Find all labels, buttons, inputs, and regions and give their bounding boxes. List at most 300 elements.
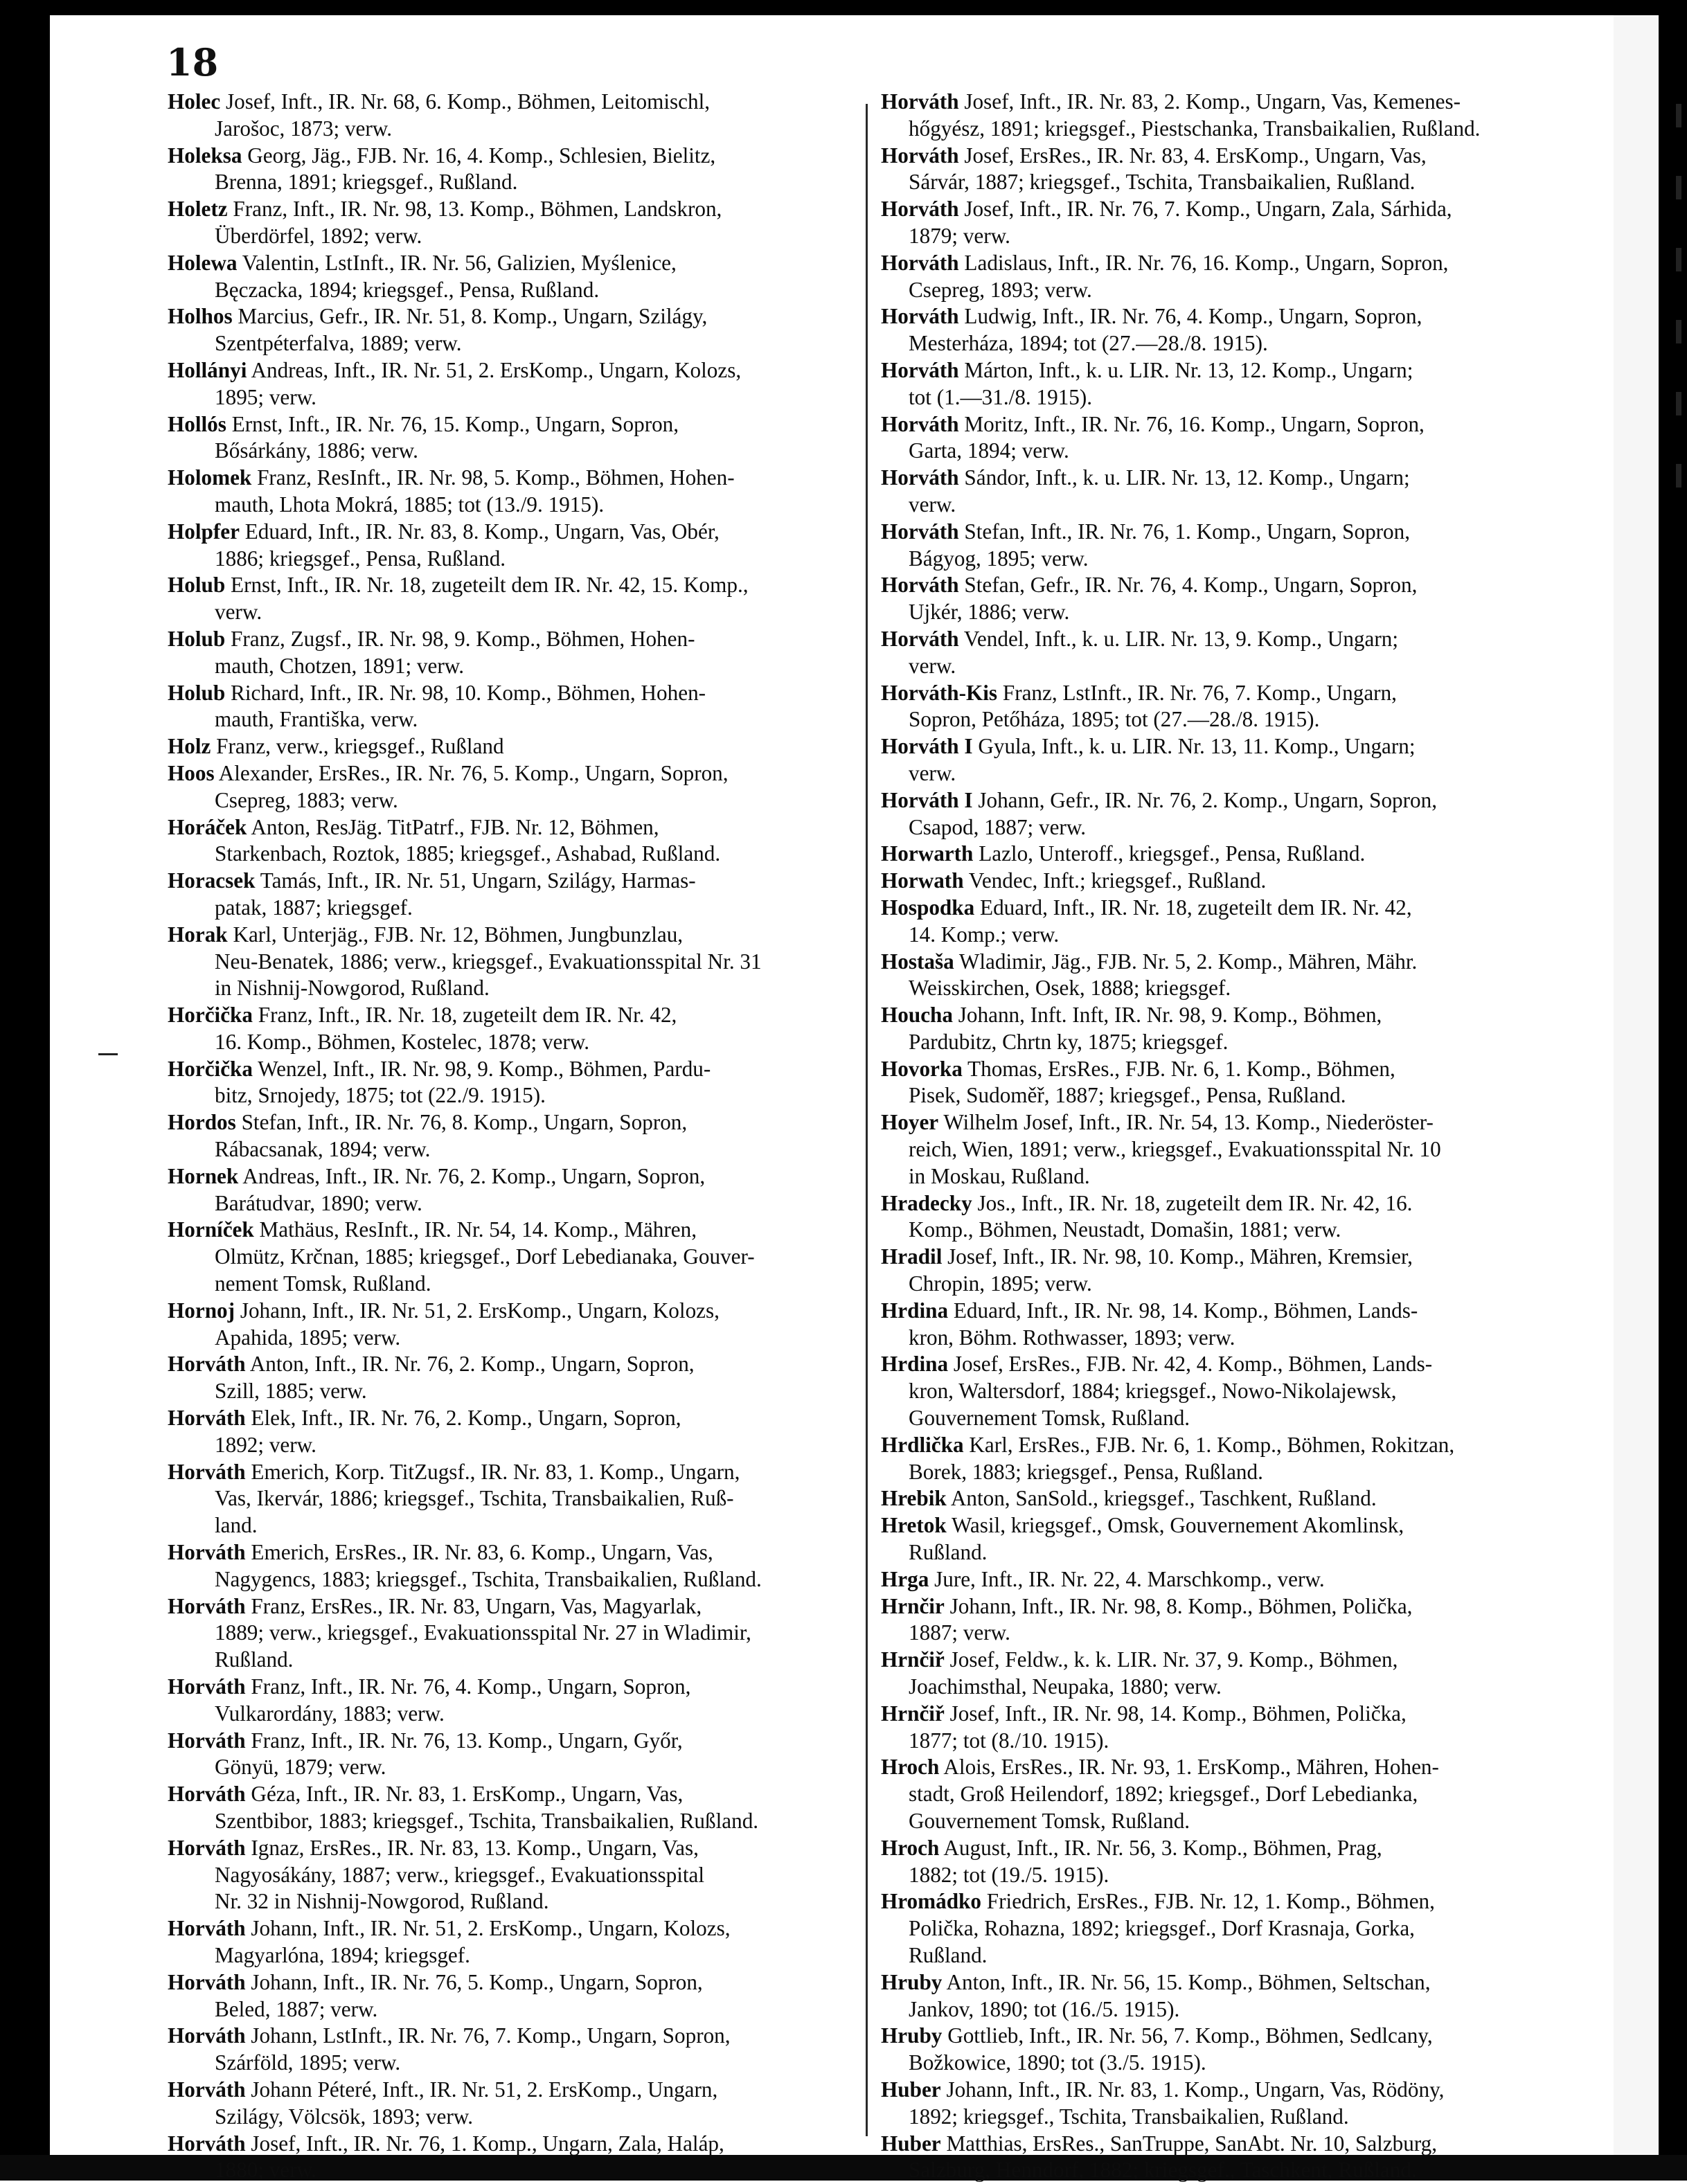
entry-text: Neu-Benatek, 1886; verw., kriegsgef., Evakuationsspital Nr. 31 — [215, 949, 762, 974]
register-entry — [881, 949, 1577, 1003]
register-entry — [168, 1351, 810, 1405]
entry-surname: Horváth — [168, 1593, 246, 1618]
entry-text: Johann, Inft. Inft, IR. Nr. 98, 9. Komp., Böhmen, — [952, 1003, 1382, 1028]
entry-surname: Horak — [168, 922, 228, 947]
entry-line — [881, 1996, 1577, 2023]
entry-text: Alois, ErsRes., IR. Nr. 93, 1. ErsKomp., Mähren, Hohen- — [939, 1755, 1439, 1780]
entry-line — [881, 2050, 1577, 2077]
entry-line — [881, 1808, 1577, 1835]
entry-text: Csepreg, 1883; verw. — [215, 787, 398, 812]
entry-text: Valentin, LstInft., IR. Nr. 56, Galizien, Myślenice, — [237, 250, 677, 275]
entry-surname: Hradecky — [881, 1190, 972, 1215]
entry-text: Gönyü, 1879; verw. — [215, 1755, 386, 1780]
entry-text: Bęczacka, 1894; kriegsgef., Pensa, Rußland. — [215, 277, 600, 302]
entry-text: Emerich, Korp. TitZugsf., IR. Nr. 83, 1. Komp., Ungarn, — [245, 1459, 740, 1484]
entry-line — [168, 116, 810, 143]
entry-text: verw. — [215, 600, 262, 625]
entry-text: Szill, 1885; verw. — [215, 1379, 367, 1404]
entry-line — [168, 1835, 810, 1862]
entry-line — [881, 1835, 1577, 1862]
entry-text: bitz, Srnojedy, 1875; tot (22./9. 1915). — [215, 1083, 546, 1108]
entry-text: Georg, Jäg., FJB. Nr. 16, 4. Komp., Schlesien, Bielitz, — [242, 143, 716, 168]
entry-text: Franz, verw., kriegsgef., Rußland — [211, 734, 504, 759]
entry-line — [168, 1674, 810, 1701]
entry-line — [881, 868, 1577, 895]
entry-line — [168, 680, 810, 707]
entry-surname: Hornoj — [168, 1298, 235, 1323]
entry-text: Stefan, Gefr., IR. Nr. 76, 4. Komp., Ungarn, Sopron, — [958, 573, 1418, 598]
register-entry — [168, 2023, 810, 2077]
register-entry — [168, 1163, 810, 1217]
entry-surname: Hrdina — [881, 1298, 949, 1323]
entry-surname: Horváth — [168, 1674, 246, 1699]
register-entry — [168, 1405, 810, 1459]
entry-text: 1879; verw. — [909, 223, 1010, 248]
entry-line — [881, 706, 1577, 733]
register-entry — [881, 868, 1577, 895]
entry-surname: Hornek — [168, 1163, 239, 1188]
entry-surname: Horváth — [168, 1459, 246, 1484]
entry-surname: Hostaša — [881, 949, 954, 974]
entry-line — [168, 1701, 810, 1728]
register-entry — [168, 1674, 810, 1728]
entry-surname: Horváth — [881, 411, 959, 436]
entry-text: mauth, Františka, verw. — [215, 707, 418, 732]
entry-text: Salzburg, Henndorf, 1882; kriegsgef., Taschkent, Rußland. — [909, 2158, 1417, 2183]
entry-surname: Horwarth — [881, 841, 974, 866]
entry-line — [881, 303, 1577, 330]
entry-text: Josef, Inft., IR. Nr. 68, 6. Komp., Böhmen, Leitomischl, — [220, 89, 711, 114]
entry-line — [881, 680, 1577, 707]
entry-text: in Moskau, Rußland. — [909, 1163, 1090, 1188]
register-entry — [168, 1056, 810, 1110]
entry-text: Komp., Böhmen, Neustadt, Domašin, 1881; verw. — [909, 1217, 1341, 1242]
entry-line — [881, 2131, 1577, 2158]
entry-text: Márton, Inft., k. u. LIR. Nr. 13, 12. Komp., Ungarn; — [958, 357, 1413, 382]
scan-frame-top — [0, 0, 1687, 15]
entry-surname: Holub — [168, 626, 226, 651]
entry-text: Friedrich, ErsRes., FJB. Nr. 12, 1. Komp., Böhmen, — [981, 1889, 1435, 1914]
entry-line — [881, 1271, 1577, 1298]
entry-surname: Hruby — [881, 1969, 943, 1994]
entry-surname: Horčička — [168, 1056, 253, 1081]
entry-text: Sopron, Petőháza, 1895; tot (27.—28./8. 1915). — [909, 707, 1320, 732]
register-entry — [168, 1002, 810, 1056]
entry-text: Johann, Inft., IR. Nr. 98, 8. Komp., Böhmen, Polička, — [944, 1593, 1413, 1618]
entry-text: Johann, Inft., IR. Nr. 83, 1. Komp., Ungarn, Vas, Rödöny, — [940, 2077, 1445, 2102]
entry-line — [881, 277, 1577, 304]
entry-text: Franz, Inft., IR. Nr. 18, zugeteilt dem IR. Nr. 42, — [252, 1003, 677, 1028]
entry-text: kron, Böhm. Rothwasser, 1893; verw. — [909, 1325, 1235, 1350]
entry-line — [168, 1244, 810, 1271]
register-entry — [168, 303, 810, 357]
entry-line — [881, 1942, 1577, 1969]
entry-text: kron, Waltersdorf, 1884; kriegsgef., Nowo-Nikolajewsk, — [909, 1379, 1397, 1404]
entry-text: Barátudvar, 1890; verw. — [215, 1190, 422, 1215]
entry-line — [168, 1808, 810, 1835]
entry-line — [168, 519, 810, 546]
entry-line — [168, 706, 810, 733]
entry-surname: Holetz — [168, 197, 228, 222]
entry-surname: Hroch — [881, 1835, 940, 1860]
entry-surname: Holewa — [168, 250, 238, 275]
entry-text: Joachimsthal, Neupaka, 1880; verw. — [909, 1674, 1222, 1699]
entry-line — [168, 1432, 810, 1459]
entry-line — [881, 1512, 1577, 1539]
register-entry — [881, 733, 1577, 787]
entry-text: Andreas, Inft., IR. Nr. 51, 2. ErsKomp., Ungarn, Kolozs, — [247, 357, 742, 382]
entry-text: Johann, Gefr., IR. Nr. 76, 2. Komp., Ungarn, Sopron, — [972, 787, 1438, 812]
entry-surname: Hrdlička — [881, 1432, 964, 1457]
entry-line — [881, 330, 1577, 357]
register-entry — [168, 626, 810, 680]
entry-surname: Hrnčir — [881, 1593, 945, 1618]
entry-line — [168, 330, 810, 357]
entry-line — [168, 733, 810, 760]
entry-line — [168, 277, 810, 304]
register-entry — [168, 1459, 810, 1539]
entry-surname: Horníček — [168, 1217, 254, 1242]
entry-line — [168, 1862, 810, 1889]
entry-surname: Hrnčiř — [881, 1647, 945, 1672]
register-entry — [168, 922, 810, 1002]
entry-text: Jankov, 1890; tot (16./5. 1915). — [909, 1996, 1180, 2021]
margin-mark — [98, 1053, 118, 1055]
entry-text: in Nishnij-Nowgorod, Rußland. — [215, 976, 490, 1001]
entry-text: Beled, 1887; verw. — [215, 1996, 378, 2021]
entry-text: Rábacsanak, 1894; verw. — [215, 1137, 431, 1162]
entry-line — [881, 143, 1577, 170]
register-entry — [881, 303, 1577, 357]
entry-line — [168, 1298, 810, 1325]
register-entry — [881, 1244, 1577, 1298]
register-entry — [881, 841, 1577, 868]
entry-line — [168, 2131, 810, 2158]
register-entry — [881, 572, 1577, 626]
entry-text: mauth, Lhota Mokrá, 1885; tot (13./9. 1915). — [215, 492, 605, 517]
register-entry — [881, 1056, 1577, 1110]
entry-line — [881, 1539, 1577, 1566]
entry-line — [881, 1432, 1577, 1459]
entry-line — [881, 1915, 1577, 1942]
register-entry — [168, 1539, 810, 1593]
register-entry — [881, 1888, 1577, 1969]
entry-text: 1877; tot (8./10. 1915). — [909, 1728, 1109, 1753]
register-entry — [881, 2077, 1577, 2131]
entry-line — [168, 1351, 810, 1378]
entry-surname: Horváth — [881, 304, 959, 329]
entry-surname: Horváth — [168, 1969, 246, 1994]
entry-line — [168, 250, 810, 277]
entry-text: Eduard, Inft., IR. Nr. 98, 14. Komp., Böhmen, Lands- — [948, 1298, 1418, 1323]
entry-text: Josef, Inft., IR. Nr. 83, 2. Komp., Ungarn, Vas, Kemenes- — [958, 89, 1461, 114]
register-entry — [881, 1593, 1577, 1647]
entry-line — [881, 357, 1577, 384]
entry-surname: Holub — [168, 573, 226, 598]
register-entry — [168, 680, 810, 734]
entry-line — [168, 975, 810, 1002]
entry-text: land. — [215, 1513, 258, 1538]
opposite-page-letters — [1676, 104, 1686, 536]
entry-surname: Horváth — [168, 1352, 246, 1377]
entry-text: 1886; kriegsgef., Pensa, Rußland. — [215, 546, 506, 571]
entry-text: Garta, 1894; verw. — [909, 438, 1069, 463]
entry-text: Rußland. — [909, 1540, 988, 1565]
entry-surname: Horváth — [881, 465, 959, 490]
entry-line — [168, 1190, 810, 1217]
entry-text: Gyula, Inft., k. u. LIR. Nr. 13, 11. Komp., Ungarn; — [972, 734, 1416, 759]
entry-line — [168, 2157, 810, 2184]
register-entry — [881, 357, 1577, 411]
entry-line — [881, 169, 1577, 196]
entry-text: 1882; tot (19./5. 1915). — [909, 1862, 1109, 1887]
entry-line — [168, 546, 810, 573]
entry-text: Elek, Inft., IR. Nr. 76, 2. Komp., Ungarn, Sopron, — [245, 1406, 681, 1431]
entry-text: Andreas, Inft., IR. Nr. 76, 2. Komp., Ungarn, Sopron, — [238, 1163, 706, 1188]
register-entry — [168, 868, 810, 922]
entry-line — [881, 116, 1577, 143]
entry-surname: Hospodka — [881, 895, 975, 920]
entry-line — [168, 1593, 810, 1620]
register-entry — [881, 1002, 1577, 1056]
entry-text: Moritz, Inft., IR. Nr. 76, 16. Komp., Ungarn, Sopron, — [958, 411, 1425, 436]
register-entry — [881, 1109, 1577, 1190]
entry-line — [168, 1056, 810, 1083]
register-entry — [881, 250, 1577, 304]
entry-surname: Hoyer — [881, 1110, 939, 1135]
entry-text: Anton, SanSold., kriegsgef., Taschkent, Rußland. — [946, 1486, 1377, 1511]
entry-text: Ujkér, 1886; verw. — [909, 600, 1070, 625]
entry-text: Ignaz, ErsRes., IR. Nr. 83, 13. Komp., Ungarn, Vas, — [245, 1835, 699, 1860]
entry-line — [881, 89, 1577, 116]
entry-text: Rußland. — [909, 1942, 988, 1967]
entry-text: Thomas, ErsRes., FJB. Nr. 6, 1. Komp., Böhmen, — [962, 1056, 1395, 1081]
entry-line — [881, 1888, 1577, 1915]
register-entry — [881, 196, 1577, 250]
entry-text: Johann, Inft., IR. Nr. 51, 2. ErsKomp., Ungarn, Kolozs, — [235, 1298, 720, 1323]
entry-line — [881, 492, 1577, 519]
entry-surname: Horváth — [881, 143, 959, 168]
entry-line — [881, 572, 1577, 599]
register-entry — [881, 626, 1577, 680]
register-entry — [881, 89, 1577, 143]
entry-text: 1887; verw. — [909, 1620, 1010, 1645]
entry-surname: Hollányi — [168, 357, 247, 382]
entry-line — [881, 2023, 1577, 2050]
register-entry — [881, 143, 1577, 197]
entry-line — [881, 653, 1577, 680]
register-entry — [168, 1109, 810, 1163]
register-entry — [881, 895, 1577, 949]
register-entry — [168, 2131, 810, 2184]
entry-text: Stefan, Inft., IR. Nr. 76, 1. Komp., Ungarn, Sopron, — [958, 519, 1411, 544]
entry-line — [168, 1781, 810, 1808]
register-entry — [168, 411, 810, 465]
entry-line — [881, 1351, 1577, 1378]
entry-text: Eduard, Inft., IR. Nr. 83, 8. Komp., Ungarn, Vas, Obér, — [239, 519, 720, 544]
entry-text: Josef, ErsRes., IR. Nr. 83, 4. ErsKomp., Ungarn, Vas, — [958, 143, 1427, 168]
entry-line — [881, 787, 1577, 814]
entry-surname: Horváth — [168, 2023, 246, 2048]
entry-text: Franz, Zugsf., IR. Nr. 98, 9. Komp., Böhmen, Hohen- — [225, 626, 695, 651]
entry-surname: Horváth — [168, 1835, 246, 1860]
entry-line — [881, 1728, 1577, 1755]
entry-line — [168, 1620, 810, 1647]
entry-line — [881, 411, 1577, 438]
entry-line — [881, 2077, 1577, 2104]
entry-line — [881, 1109, 1577, 1136]
entry-text: Emerich, ErsRes., IR. Nr. 83, 6. Komp., Ungarn, Vas, — [245, 1540, 713, 1565]
register-entry — [881, 787, 1577, 841]
register-entry — [881, 465, 1577, 519]
entry-text: Josef, Inft., IR. Nr. 98, 10. Komp., Mähren, Kremsier, — [942, 1244, 1413, 1269]
entry-text: Ludwig, Inft., IR. Nr. 76, 4. Komp., Ungarn, Sopron, — [958, 304, 1422, 329]
register-entry — [881, 1701, 1577, 1755]
entry-line — [168, 303, 810, 330]
register-entry — [881, 1647, 1577, 1701]
entry-text: Bősárkány, 1886; verw. — [215, 438, 418, 463]
entry-line — [168, 1566, 810, 1593]
entry-line — [168, 465, 810, 492]
register-entry — [881, 1432, 1577, 1486]
entry-surname: Hrebik — [881, 1486, 947, 1511]
entry-surname: Holpfer — [168, 519, 240, 544]
entry-line — [168, 1539, 810, 1566]
entry-text: Brenna, 1891; kriegsgef., Rußland. — [215, 170, 518, 195]
register-entry — [168, 733, 810, 760]
entry-text: Franz, LstInft., IR. Nr. 76, 7. Komp., Ungarn, — [997, 680, 1397, 705]
entry-text: Mathäus, ResInft., IR. Nr. 54, 14. Komp., Mähren, — [253, 1217, 697, 1242]
entry-line — [168, 196, 810, 223]
entry-surname: Hradil — [881, 1244, 943, 1269]
entry-text: Ernst, Inft., IR. Nr. 76, 15. Komp., Ungarn, Sopron, — [226, 411, 679, 436]
entry-text: Vas, Ikervár, 1886; kriegsgef., Tschita, Transbaikalien, Ruß- — [215, 1486, 734, 1511]
entry-line — [881, 1244, 1577, 1271]
entry-text: Rußland. — [215, 1647, 294, 1672]
entry-line — [881, 1620, 1577, 1647]
entry-line — [168, 357, 810, 384]
entry-line — [168, 841, 810, 868]
entry-text: Anton, ResJäg. TitPatrf., FJB. Nr. 12, Böhmen, — [247, 814, 659, 839]
entry-line — [881, 1190, 1577, 1217]
entry-line — [168, 1325, 810, 1352]
entry-line — [168, 1647, 810, 1674]
entry-line — [168, 169, 810, 196]
entry-line — [168, 1512, 810, 1539]
entry-text: Csapod, 1887; verw. — [909, 814, 1087, 839]
register-entry — [881, 1969, 1577, 2023]
entry-surname: Hruby — [881, 2023, 943, 2048]
entry-line — [168, 1109, 810, 1136]
entry-line — [881, 1325, 1577, 1352]
entry-line — [881, 2157, 1577, 2184]
entry-line — [881, 1405, 1577, 1432]
entry-line — [168, 1888, 810, 1915]
entry-text: Lazlo, Unteroff., kriegsgef., Pensa, Rußland. — [973, 841, 1366, 866]
entry-line — [881, 1647, 1577, 1674]
register-entry — [168, 814, 810, 868]
entry-line — [168, 1002, 810, 1029]
entry-surname: Huber — [881, 2077, 941, 2102]
entry-line — [168, 653, 810, 680]
entry-line — [881, 1029, 1577, 1056]
entry-text: Josef, Inft., IR. Nr. 98, 14. Komp., Böhmen, Polička, — [944, 1701, 1407, 1726]
entry-line — [168, 949, 810, 976]
register-entry — [881, 1298, 1577, 1352]
entry-text: verw. — [909, 492, 956, 517]
entry-text: Richard, Inft., IR. Nr. 98, 10. Komp., Böhmen, Hohen- — [225, 680, 706, 705]
entry-line — [881, 438, 1577, 465]
left-column — [168, 89, 810, 2184]
entry-text: Polička, Rohazna, 1892; kriegsgef., Dorf Krasnaja, Gorka, — [909, 1916, 1415, 1941]
entry-text: Sárvár, 1887; kriegsgef., Tschita, Transbaikalien, Rußland. — [909, 170, 1416, 195]
entry-text: Wasil, kriegsgef., Omsk, Gouvernement Akomlinsk, — [946, 1513, 1404, 1538]
entry-text: Stefan, Inft., IR. Nr. 76, 8. Komp., Ungarn, Sopron, — [235, 1110, 688, 1135]
entry-text: 1892; verw. — [215, 1432, 316, 1457]
entry-surname: Horváth — [881, 250, 959, 275]
entry-surname: Horváth — [168, 1916, 246, 1941]
register-entry — [881, 1351, 1577, 1431]
entry-line — [168, 2050, 810, 2077]
entry-text: Josef, Inft., IR. Nr. 76, 7. Komp., Ungarn, Zala, Sárhida, — [958, 197, 1452, 222]
entry-text: Olmütz, Krčnan, 1885; kriegsgef., Dorf Lebedianaka, Gouver- — [215, 1244, 755, 1269]
entry-line — [881, 841, 1577, 868]
entry-text: Szilágy, Völcsök, 1893; verw. — [215, 2104, 474, 2129]
entry-surname: Horacsek — [168, 868, 256, 893]
entry-surname: Horwath — [881, 868, 964, 893]
register-entry — [168, 1835, 810, 1915]
entry-line — [881, 1485, 1577, 1512]
entry-line — [168, 1754, 810, 1781]
entry-text: Apahida, 1895; verw. — [215, 1325, 401, 1350]
entry-text: Anton, Inft., IR. Nr. 56, 15. Komp., Böhmen, Seltschan, — [942, 1969, 1431, 1994]
entry-surname: Hrnčiř — [881, 1701, 945, 1726]
entry-text: Johann, LstInft., IR. Nr. 76, 7. Komp., Ungarn, Sopron, — [245, 2023, 731, 2048]
entry-line — [881, 1217, 1577, 1244]
entry-line — [168, 1996, 810, 2023]
entry-text: Mesterháza, 1894; tot (27.—28./8. 1915). — [909, 331, 1268, 356]
entry-line — [881, 975, 1577, 1002]
entry-line — [168, 1728, 810, 1755]
entry-surname: Hrga — [881, 1566, 929, 1591]
entry-text: Wladimir, Jäg., FJB. Nr. 5, 2. Komp., Mähren, Mähr. — [954, 949, 1418, 974]
entry-line — [168, 2077, 810, 2104]
entry-text: Karl, ErsRes., FJB. Nr. 6, 1. Komp., Böhmen, Rokitzan, — [963, 1432, 1455, 1457]
entry-line — [881, 814, 1577, 841]
entry-line — [881, 1459, 1577, 1486]
entry-line — [881, 1701, 1577, 1728]
entry-text: Nagyosákány, 1887; verw., kriegsgef., Evakuationsspital — [215, 1862, 705, 1887]
entry-surname: Horváth-Kis — [881, 680, 998, 705]
entry-surname: Hretok — [881, 1513, 947, 1538]
entry-text: Vendec, Inft.; kriegsgef., Rußland. — [963, 868, 1267, 893]
entry-line — [881, 599, 1577, 626]
entry-line — [881, 1862, 1577, 1889]
entry-surname: Houcha — [881, 1003, 953, 1028]
entry-line — [881, 223, 1577, 250]
register-entry — [168, 519, 810, 573]
entry-line — [168, 223, 810, 250]
entry-text: 16. Komp., Böhmen, Kostelec, 1878; verw. — [215, 1029, 590, 1054]
entry-text: Franz, ErsRes., IR. Nr. 83, Ungarn, Vas, Magyarlak, — [245, 1593, 702, 1618]
entry-text: Magyarlóna, 1894; kriegsgef. — [215, 1942, 470, 1967]
entry-text: mauth, Chotzen, 1891; verw. — [215, 653, 465, 678]
register-entry — [168, 196, 810, 250]
entry-surname: Huber — [881, 2131, 941, 2156]
entry-text: 14. Komp.; verw. — [909, 922, 1060, 947]
entry-text: Matthias, ErsRes., SanTruppe, SanAbt. Nr. 10, Salzburg, — [940, 2131, 1438, 2156]
entry-surname: Holomek — [168, 465, 252, 490]
